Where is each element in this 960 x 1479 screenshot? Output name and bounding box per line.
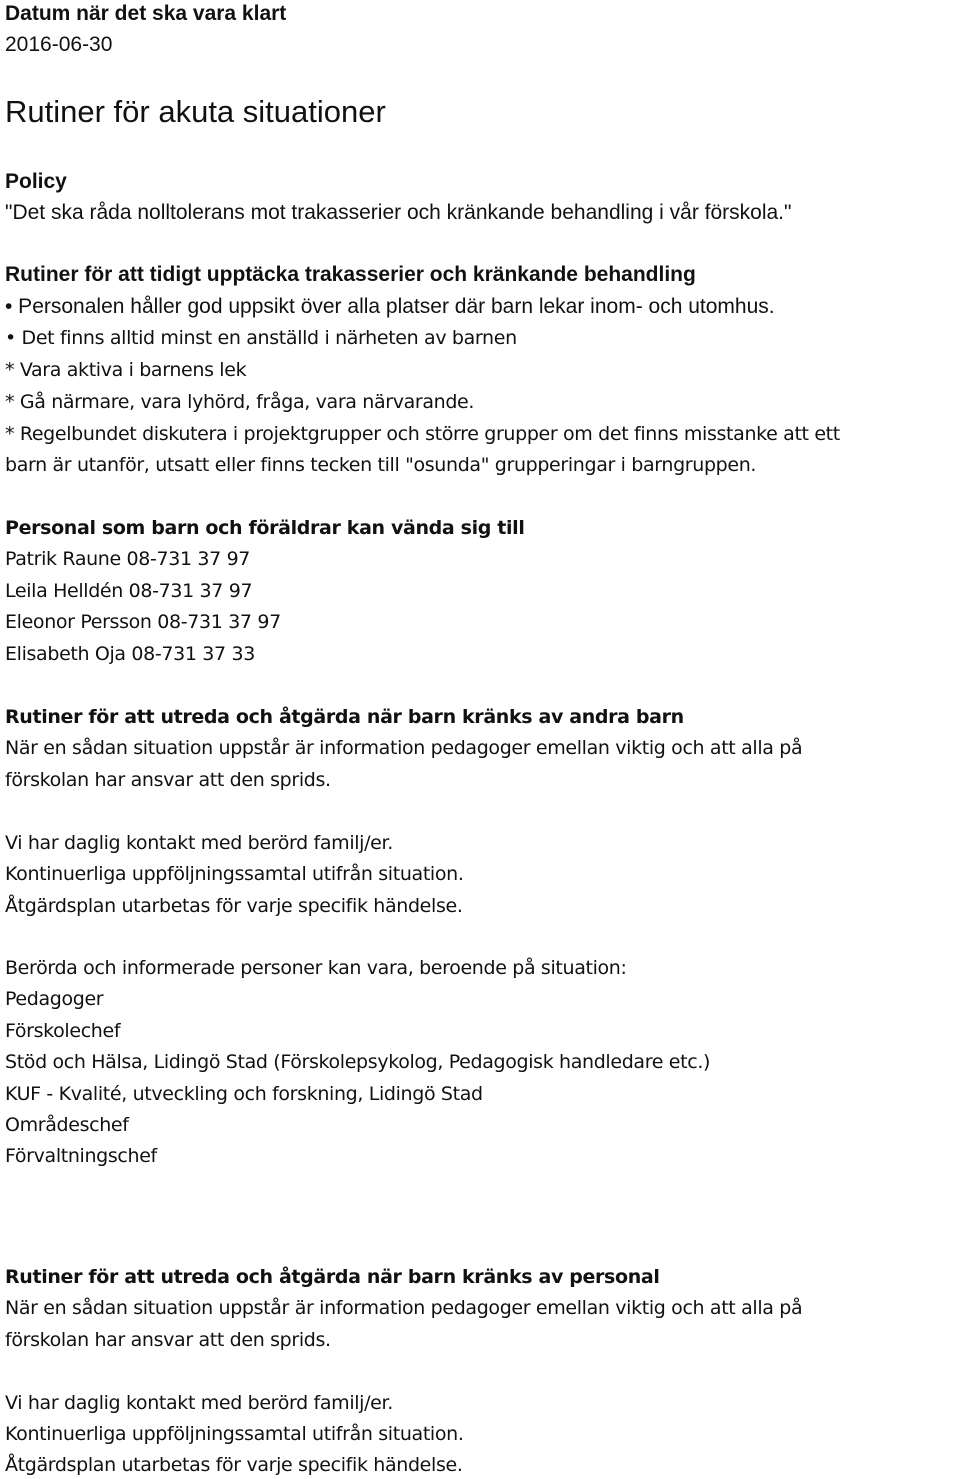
contact-person: Eleonor Persson 08-731 37 97 — [5, 611, 281, 633]
involved-person: Pedagoger — [5, 988, 104, 1010]
children-offended-action: Vi har daglig kontakt med berörd familj/er. — [5, 832, 393, 854]
contact-person: Elisabeth Oja 08-731 37 33 — [5, 643, 255, 665]
children-offended-intro: förskolan har ansvar att den sprids. — [5, 769, 331, 791]
early-detection-line: • Personalen håller god uppsikt över alla platser där barn lekar inom- och utomhus. — [5, 295, 775, 318]
children-offended-intro: När en sådan situation uppstår är information pedagoger emellan viktig och att alla på — [5, 737, 803, 759]
date-label: Datum när det ska vara klart — [5, 2, 287, 25]
page-title: Rutiner för akuta situationer — [5, 94, 386, 129]
policy-text: "Det ska råda nolltolerans mot trakasserier och kränkande behandling i vår förskola." — [5, 201, 792, 224]
policy-heading: Policy — [5, 170, 67, 193]
early-detection-line: barn är utanför, utsatt eller finns tecken till "osunda" grupperingar i barngruppen. — [5, 454, 757, 476]
involved-person: KUF - Kvalité, utveckling och forskning, Lidingö Stad — [5, 1083, 483, 1105]
early-detection-line: * Vara aktiva i barnens lek — [5, 359, 247, 381]
early-detection-line: • Det finns alltid minst en anställd i närheten av barnen — [5, 327, 517, 349]
staff-offended-action: Kontinuerliga uppföljningssamtal utifrån situation. — [5, 1423, 464, 1445]
early-detection-line: * Regelbundet diskutera i projektgrupper och större grupper om det finns misstanke att ett — [5, 423, 840, 445]
early-detection-heading: Rutiner för att tidigt upptäcka trakasserier och kränkande behandling — [5, 263, 696, 286]
contact-person: Leila Helldén 08-731 37 97 — [5, 580, 253, 602]
contact-person: Patrik Raune 08-731 37 97 — [5, 548, 251, 570]
involved-person: Förskolechef — [5, 1020, 121, 1042]
staff-offended-intro: förskolan har ansvar att den sprids. — [5, 1329, 331, 1351]
staff-offended-action: Vi har daglig kontakt med berörd familj/er. — [5, 1392, 393, 1414]
children-offended-action: Åtgärdsplan utarbetas för varje specifik händelse. — [5, 895, 463, 917]
children-offended-action: Kontinuerliga uppföljningssamtal utifrån situation. — [5, 863, 464, 885]
involved-person: Stöd och Hälsa, Lidingö Stad (Förskolepsykolog, Pedagogisk handledare etc.) — [5, 1051, 711, 1073]
children-offended-heading: Rutiner för att utreda och åtgärda när barn kränks av andra barn — [5, 706, 684, 728]
date-value: 2016-06-30 — [5, 33, 113, 56]
contacts-heading: Personal som barn och föräldrar kan vända sig till — [5, 517, 525, 539]
staff-offended-heading: Rutiner för att utreda och åtgärda när barn kränks av personal — [5, 1266, 660, 1288]
involved-person: Förvaltningschef — [5, 1145, 157, 1167]
involved-intro: Berörda och informerade personer kan vara, beroende på situation: — [5, 957, 627, 979]
staff-offended-action: Åtgärdsplan utarbetas för varje specifik händelse. — [5, 1454, 463, 1476]
early-detection-line: * Gå närmare, vara lyhörd, fråga, vara närvarande. — [5, 391, 475, 413]
involved-person: Områdeschef — [5, 1114, 129, 1136]
staff-offended-intro: När en sådan situation uppstår är information pedagoger emellan viktig och att alla på — [5, 1297, 803, 1319]
